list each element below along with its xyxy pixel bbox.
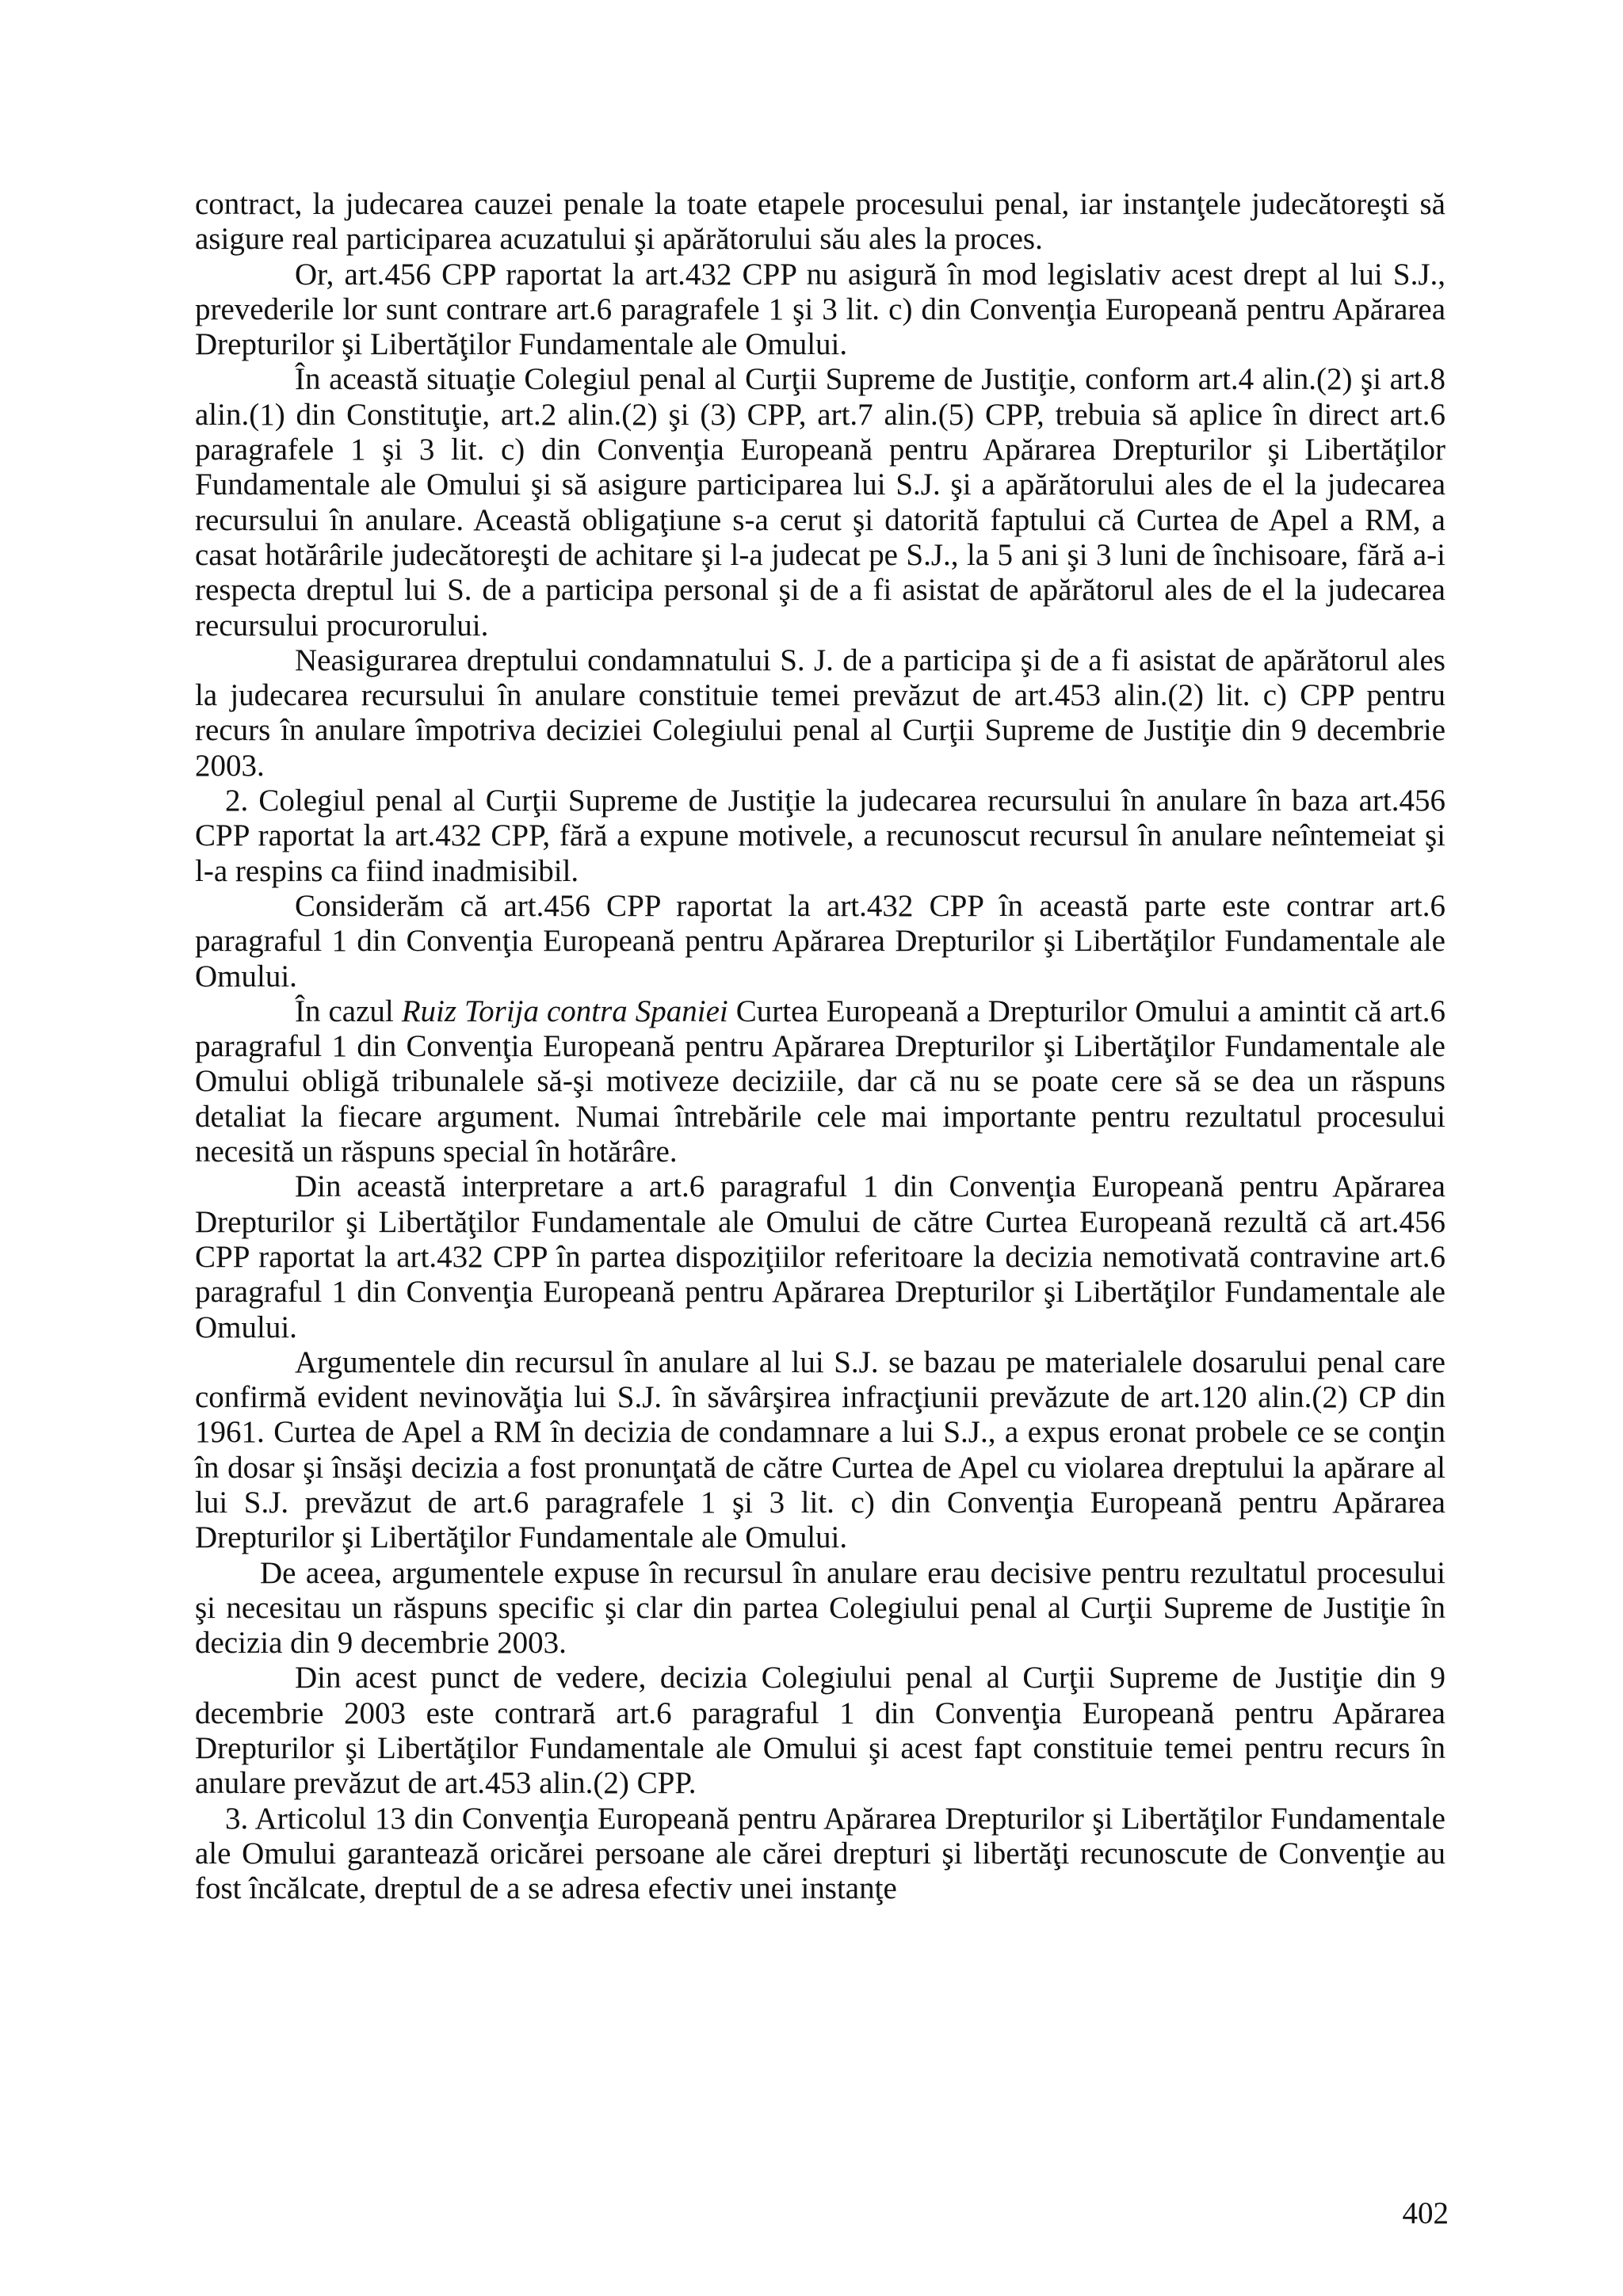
body-text	[195, 187, 1445, 1907]
paragraph-neasigurarea: Neasigurarea dreptului condamnatului S. J. de a participa şi de a fi asistat de apărătorul ales la judecarea recursului în anulare constituie temei prevăzut de art.453 alin.(2) lit. c) CPP pentru recurs în anulare împotriva deciziei Colegiului penal al Curţii Supreme de Justiţie din 9 decembrie 2003.	[195, 643, 1445, 783]
paragraph-interpretare: Din această interpretare a art.6 paragraful 1 din Convenţia Europeană pentru Apărarea Drepturilor şi Libertăţilor Fundamentale ale Omului de către Curtea Europeană rezultă că art.456 CPP raportat la art.432 CPP în partea dispoziţiilor referitoare la decizia nemotivată contravine art.6 paragraful 1 din Convenţia Europeană pentru Apărarea Drepturilor şi Libertăţilor Fundamentale ale Omului.	[195, 1169, 1445, 1344]
paragraph-or: Or, art.456 CPP raportat la art.432 CPP nu asigură în mod legislativ acest drept al lui S.J., prevederile lor sunt contrare art.6 paragrafele 1 şi 3 lit. c) din Convenţia Europeană pentru Apărarea Drepturilor şi Libertăţilor Fundamentale ale Omului.	[195, 257, 1445, 362]
ruiz-text-after: Curtea Europeană a Drepturilor Omului a amintit că art.6 paragraful 1 din Convenţia Europeană pentru Apărarea Drepturilor şi Libertăţilor Fundamentale ale Omului obligă tribunalele să-şi motiveze deciziile, dar că nu se poate cere să se dea un răspuns detaliat la fiecare argument. Numai întrebările cele mai importante pentru rezultatul procesului necesită un răspuns special în hotărâre.	[195, 994, 1445, 1169]
paragraph-ruiz-torija	[195, 994, 1445, 1169]
paragraph-point-2: 2. Colegiul penal al Curţii Supreme de Justiţie la judecarea recursului în anulare în baza art.456 CPP raportat la art.432 CPP, fără a expune motivele, a recunoscut recursul în anulare neîntemeiat şi l-a respins ca fiind inadmisibil.	[195, 784, 1445, 888]
page-number: 402	[1402, 2196, 1449, 2230]
paragraph-point-3: 3. Articolul 13 din Convenţia Europeană pentru Apărarea Drepturilor şi Libertăţilor Fundamentale ale Omului garantează oricărei persoane ale cărei drepturi şi libertăţi recunoscute de Convenţie au fost încălcate, dreptul de a se adresa efectiv unei instanţe	[195, 1801, 1445, 1906]
paragraph-situatie: În această situaţie Colegiul penal al Curţii Supreme de Justiţie, conform art.4 alin.(2) şi art.8 alin.(1) din Constituţie, art.2 alin.(2) şi (3) CPP, art.7 alin.(5) CPP, trebuia să aplice în direct art.6 paragrafele 1 şi 3 lit. c) din Convenţia Europeană pentru Apărarea Drepturilor şi Libertăţilor Fundamentale ale Omului şi să asigure participarea lui S.J. şi a apărătorului ales de el la judecarea recursului în anulare. Această obligaţiune s-a cerut şi datorită faptului că Curtea de Apel a RM, a casat hotărârile judecătoreşti de achitare şi l-a judecat pe S.J., la 5 ani şi 3 luni de închisoare, fără a-i respecta dreptul lui S. de a participa personal şi de a fi asistat de apărătorul ales de el la judecarea recursului procurorului.	[195, 362, 1445, 643]
paragraph-argumentele: Argumentele din recursul în anulare al lui S.J. se bazau pe materialele dosarului penal care confirmă evident nevinovăţia lui S.J. în săvârşirea infracţiunii prevăzute de art.120 alin.(2) CP din 1961. Curtea de Apel a RM în decizia de condamnare a lui S.J., a expus eronat probele ce se conţin în dosar şi însăşi decizia a fost pronunţată de către Curtea de Apel cu violarea dreptului la apărare al lui S.J. prevăzut de art.6 paragrafele 1 şi 3 lit. c) din Convenţia Europeană pentru Apărarea Drepturilor şi Libertăţilor Fundamentale ale Omului.	[195, 1344, 1445, 1555]
paragraph-punct-de-vedere: Din acest punct de vedere, decizia Colegiului penal al Curţii Supreme de Justiţie din 9 decembrie 2003 este contrară art.6 paragraful 1 din Convenţia Europeană pentru Apărarea Drepturilor şi Libertăţilor Fundamentale ale Omului şi acest fapt constituie temei pentru recurs în anulare prevăzut de art.453 alin.(2) CPP.	[195, 1661, 1445, 1801]
case-name-italic: Ruiz Torija contra Spaniei	[401, 994, 728, 1028]
ruiz-text-before: În cazul	[295, 994, 402, 1028]
paragraph-de-aceea: De aceea, argumentele expuse în recursul în anulare erau decisive pentru rezultatul procesului şi necesitau un răspuns specific şi clar din partea Colegiului penal al Curţii Supreme de Justiţie în decizia din 9 decembrie 2003.	[195, 1555, 1445, 1661]
paragraph-consideram: Considerăm că art.456 CPP raportat la art.432 CPP în această parte este contrar art.6 paragraful 1 din Convenţia Europeană pentru Apărarea Drepturilor şi Libertăţilor Fundamentale ale Omului.	[195, 888, 1445, 994]
paragraph-intro: contract, la judecarea cauzei penale la toate etapele procesului penal, iar instanţele judecătoreşti să asigure real participarea acuzatului şi apărătorului său ales la proces.	[195, 187, 1445, 257]
